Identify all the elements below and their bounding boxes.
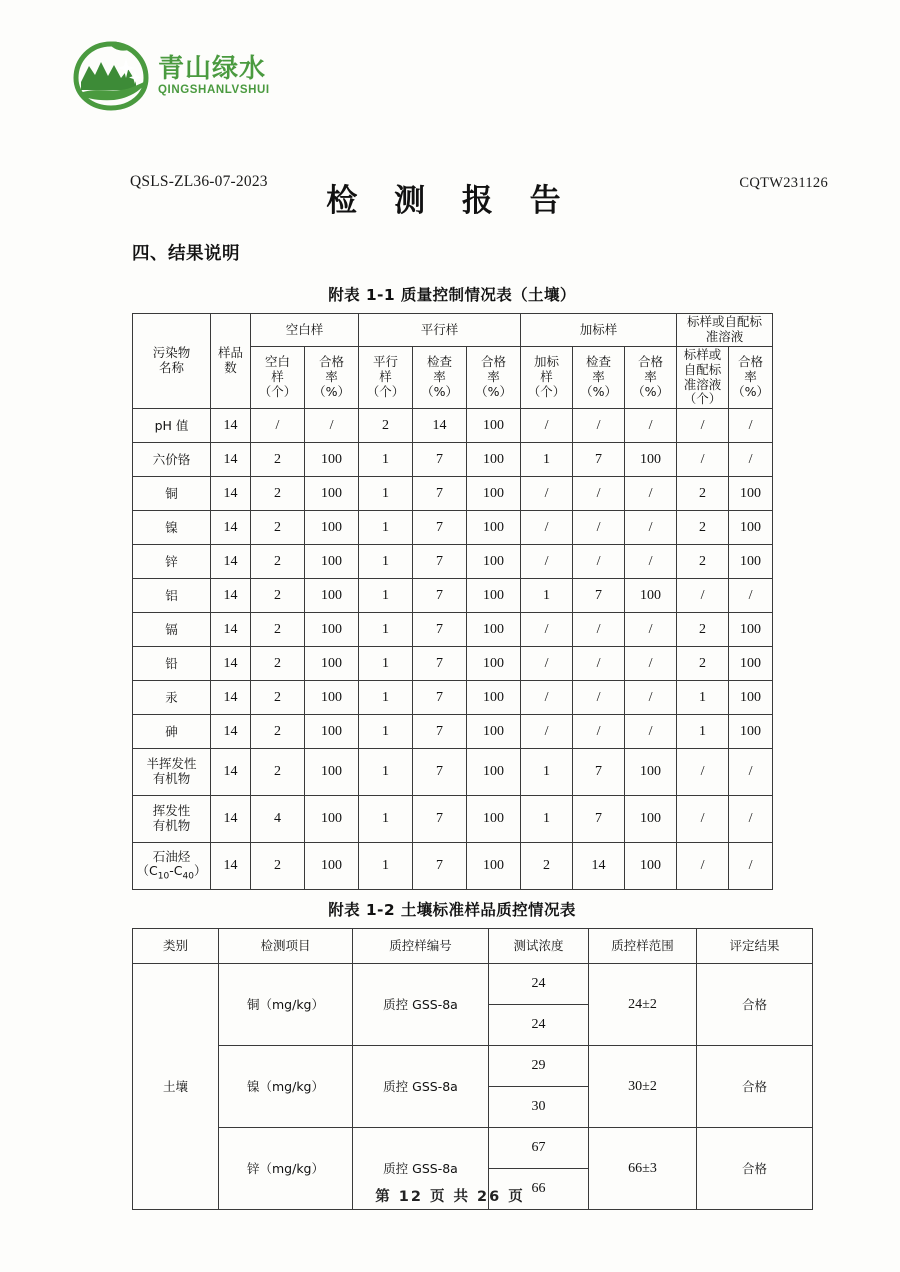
table-row	[133, 545, 773, 579]
cell-parallel-check: 7	[413, 749, 467, 796]
cell-evaluation-result: 合格	[697, 964, 813, 1046]
cell-parallel-check: 7	[413, 843, 467, 890]
cell-measured-value: 66	[489, 1169, 589, 1210]
cell-parallel-count: 1	[359, 796, 413, 843]
cell-blank-rate: 100	[305, 477, 359, 511]
cell-standard-rate: /	[729, 796, 773, 843]
cell-standard-rate: 100	[729, 477, 773, 511]
cell-parallel-count: 1	[359, 715, 413, 749]
cell-parallel-count: 1	[359, 647, 413, 681]
cell-spike-rate: 100	[625, 749, 677, 796]
cell-test-item: 铜（mg/kg）	[219, 964, 353, 1046]
quality-control-table	[132, 313, 773, 890]
cell-sample-count: 14	[211, 477, 251, 511]
cell-sample-count: 14	[211, 579, 251, 613]
cell-spike-rate: /	[625, 715, 677, 749]
header-group-spike: 加标样	[521, 314, 677, 347]
cell-pollutant-name: 汞	[133, 681, 211, 715]
cell-spike-rate: 100	[625, 843, 677, 890]
cell-parallel-rate: 100	[467, 409, 521, 443]
cell-sample-count: 14	[211, 749, 251, 796]
cell-parallel-count: 2	[359, 409, 413, 443]
cell-parallel-check: 7	[413, 613, 467, 647]
cell-parallel-rate: 100	[467, 579, 521, 613]
table-1-2-caption: 附表 1-2 土壤标准样品质控情况表	[328, 901, 576, 919]
mountain-water-logo-icon	[68, 38, 154, 114]
header-standard-count: 标样或 自配标 准溶液 （个）	[677, 347, 729, 409]
cell-parallel-count: 1	[359, 681, 413, 715]
cell-spike-check: /	[573, 715, 625, 749]
table-row	[133, 613, 773, 647]
cell-blank-rate: 100	[305, 796, 359, 843]
logo-wordmark	[158, 53, 270, 97]
cell-sample-count: 14	[211, 715, 251, 749]
cell-standard-rate: /	[729, 579, 773, 613]
cell-standard-count: /	[677, 749, 729, 796]
cell-spike-count: /	[521, 477, 573, 511]
cell-blank-rate: 100	[305, 579, 359, 613]
cell-spike-rate: /	[625, 511, 677, 545]
cell-qc-number: 质控 GSS-8a	[353, 1046, 489, 1128]
header-category: 类别	[133, 929, 219, 964]
cell-spike-rate: 100	[625, 796, 677, 843]
cell-parallel-check: 7	[413, 443, 467, 477]
cell-standard-count: /	[677, 796, 729, 843]
table-row	[133, 511, 773, 545]
table-1-1-caption: 附表 1-1 质量控制情况表（土壤）	[328, 286, 576, 304]
cell-spike-check: /	[573, 613, 625, 647]
cell-blank-rate: 100	[305, 443, 359, 477]
cell-standard-count: 2	[677, 545, 729, 579]
cell-blank-count: /	[251, 409, 305, 443]
cell-spike-count: /	[521, 715, 573, 749]
cell-qc-range: 66±3	[589, 1128, 697, 1210]
cell-blank-rate: 100	[305, 545, 359, 579]
cell-sample-count: 14	[211, 511, 251, 545]
cell-parallel-check: 7	[413, 511, 467, 545]
header-parallel-rate: 合格 率 （%）	[467, 347, 521, 409]
cell-standard-rate: /	[729, 749, 773, 796]
cell-parallel-rate: 100	[467, 843, 521, 890]
cell-standard-rate: 100	[729, 613, 773, 647]
cell-blank-rate: 100	[305, 681, 359, 715]
cell-parallel-count: 1	[359, 579, 413, 613]
cell-blank-count: 2	[251, 477, 305, 511]
cell-measured-value: 24	[489, 1005, 589, 1046]
cell-test-item: 镍（mg/kg）	[219, 1046, 353, 1128]
header-parallel-count: 平行 样 （个）	[359, 347, 413, 409]
table-row	[133, 579, 773, 613]
cell-spike-rate: 100	[625, 443, 677, 477]
cell-parallel-count: 1	[359, 511, 413, 545]
table-row	[133, 1128, 813, 1169]
cell-blank-count: 2	[251, 511, 305, 545]
cell-pollutant-name: 半挥发性 有机物	[133, 749, 211, 796]
section-heading: 四、结果说明	[132, 244, 240, 264]
table-row	[133, 681, 773, 715]
cell-measured-value: 29	[489, 1046, 589, 1087]
header-sample-count: 样品 数	[211, 314, 251, 409]
cell-parallel-rate: 100	[467, 511, 521, 545]
cell-standard-rate: 100	[729, 681, 773, 715]
cell-spike-check: /	[573, 647, 625, 681]
header-measured-conc: 测试浓度	[489, 929, 589, 964]
cell-standard-rate: 100	[729, 647, 773, 681]
cell-standard-count: /	[677, 579, 729, 613]
header-pollutant: 污染物 名称	[133, 314, 211, 409]
cell-standard-count: 2	[677, 647, 729, 681]
cell-pollutant-name: 镉	[133, 613, 211, 647]
cell-parallel-rate: 100	[467, 715, 521, 749]
cell-parallel-count: 1	[359, 843, 413, 890]
header-parallel-check: 检查 率 （%）	[413, 347, 467, 409]
cell-pollutant-name: 铝	[133, 579, 211, 613]
table-1-1-container	[132, 283, 772, 890]
cell-spike-check: /	[573, 545, 625, 579]
cell-spike-check: 7	[573, 579, 625, 613]
cell-parallel-check: 7	[413, 647, 467, 681]
header-evaluation: 评定结果	[697, 929, 813, 964]
table-header-row-1	[133, 314, 773, 347]
cell-qc-range: 24±2	[589, 964, 697, 1046]
table-row	[133, 1046, 813, 1087]
header-group-blank: 空白样	[251, 314, 359, 347]
cell-parallel-rate: 100	[467, 477, 521, 511]
cell-spike-check: /	[573, 477, 625, 511]
cell-spike-count: /	[521, 545, 573, 579]
cell-spike-check: /	[573, 511, 625, 545]
cell-spike-count: /	[521, 647, 573, 681]
cell-standard-rate: /	[729, 843, 773, 890]
cell-parallel-check: 7	[413, 477, 467, 511]
cell-parallel-check: 7	[413, 715, 467, 749]
cell-evaluation-result: 合格	[697, 1128, 813, 1210]
cell-sample-count: 14	[211, 681, 251, 715]
cell-spike-count: /	[521, 511, 573, 545]
cell-standard-rate: /	[729, 409, 773, 443]
cell-pollutant-name: 挥发性 有机物	[133, 796, 211, 843]
cell-standard-count: 2	[677, 613, 729, 647]
cell-parallel-rate: 100	[467, 647, 521, 681]
cell-sample-count: 14	[211, 613, 251, 647]
cell-spike-count: /	[521, 613, 573, 647]
cell-spike-rate: /	[625, 545, 677, 579]
cell-sample-count: 14	[211, 796, 251, 843]
cell-parallel-check: 7	[413, 579, 467, 613]
page-title: 检 测 报 告	[326, 183, 574, 219]
table-row	[133, 715, 773, 749]
cell-spike-count: 2	[521, 843, 573, 890]
cell-test-item: 锌（mg/kg）	[219, 1128, 353, 1210]
cell-standard-count: 2	[677, 511, 729, 545]
cell-spike-check: 7	[573, 796, 625, 843]
cell-qc-number: 质控 GSS-8a	[353, 1128, 489, 1210]
cell-pollutant-name: 铅	[133, 647, 211, 681]
cell-parallel-rate: 100	[467, 545, 521, 579]
cell-parallel-rate: 100	[467, 796, 521, 843]
cell-blank-rate: /	[305, 409, 359, 443]
cell-sample-count: 14	[211, 843, 251, 890]
report-number: CQTW231126	[739, 175, 828, 191]
cell-category: 土壤	[133, 964, 219, 1210]
cell-evaluation-result: 合格	[697, 1046, 813, 1128]
cell-blank-rate: 100	[305, 647, 359, 681]
cell-standard-rate: 100	[729, 545, 773, 579]
cell-standard-count: 1	[677, 681, 729, 715]
cell-blank-count: 2	[251, 613, 305, 647]
table-row	[133, 647, 773, 681]
cell-blank-count: 2	[251, 647, 305, 681]
header-qc-range: 质控样范围	[589, 929, 697, 964]
header-blank-rate: 合格 率 （%）	[305, 347, 359, 409]
cell-spike-count: 1	[521, 749, 573, 796]
header-group-parallel: 平行样	[359, 314, 521, 347]
header-spike-check: 检查 率 （%）	[573, 347, 625, 409]
cell-blank-count: 2	[251, 749, 305, 796]
cell-blank-rate: 100	[305, 715, 359, 749]
page-header	[0, 38, 900, 191]
cell-parallel-rate: 100	[467, 443, 521, 477]
cell-sample-count: 14	[211, 443, 251, 477]
header-standard-rate: 合格 率 （%）	[729, 347, 773, 409]
cell-sample-count: 14	[211, 545, 251, 579]
header-spike-count: 加标 样 （个）	[521, 347, 573, 409]
soil-standard-qc-table	[132, 928, 813, 1210]
cell-parallel-count: 1	[359, 443, 413, 477]
cell-blank-count: 2	[251, 681, 305, 715]
cell-spike-count: 1	[521, 796, 573, 843]
cell-parallel-rate: 100	[467, 749, 521, 796]
cell-blank-count: 2	[251, 545, 305, 579]
cell-pollutant-name: 砷	[133, 715, 211, 749]
cell-blank-count: 2	[251, 843, 305, 890]
cell-blank-count: 2	[251, 715, 305, 749]
cell-spike-count: /	[521, 681, 573, 715]
logo-pinyin-name: QINGSHANLVSHUI	[158, 83, 270, 96]
cell-standard-count: /	[677, 443, 729, 477]
cell-parallel-count: 1	[359, 613, 413, 647]
cell-blank-rate: 100	[305, 511, 359, 545]
cell-blank-rate: 100	[305, 613, 359, 647]
header-qc-number: 质控样编号	[353, 929, 489, 964]
cell-standard-count: 2	[677, 477, 729, 511]
cell-pollutant-name: pH 值	[133, 409, 211, 443]
cell-spike-rate: /	[625, 681, 677, 715]
cell-parallel-rate: 100	[467, 681, 521, 715]
cell-pollutant-name: 六价铬	[133, 443, 211, 477]
table-row	[133, 409, 773, 443]
cell-parallel-check: 14	[413, 409, 467, 443]
cell-spike-count: /	[521, 409, 573, 443]
cell-pollutant-name: 石油烃 $(C_{10}-C_{40})$	[133, 843, 211, 890]
cell-pollutant-name: 镍	[133, 511, 211, 545]
cell-spike-count: 1	[521, 579, 573, 613]
header-spike-rate: 合格 率 （%）	[625, 347, 677, 409]
soil-standard-qc-table-body	[133, 964, 813, 1210]
cell-spike-count: 1	[521, 443, 573, 477]
logo-chinese-name: 青山绿水	[158, 53, 267, 84]
header-group-standard: 标样或自配标 准溶液	[677, 314, 773, 347]
table-row	[133, 443, 773, 477]
table-row	[133, 843, 773, 890]
cell-parallel-check: 7	[413, 681, 467, 715]
header-blank-count: 空白 样 （个）	[251, 347, 305, 409]
table-row	[133, 477, 773, 511]
cell-parallel-check: 7	[413, 796, 467, 843]
document-code: QSLS-ZL36-07-2023	[130, 173, 268, 190]
cell-pollutant-name: 铜	[133, 477, 211, 511]
cell-sample-count: 14	[211, 409, 251, 443]
cell-spike-check: 7	[573, 443, 625, 477]
cell-blank-rate: 100	[305, 749, 359, 796]
cell-parallel-rate: 100	[467, 613, 521, 647]
cell-sample-count: 14	[211, 647, 251, 681]
cell-measured-value: 30	[489, 1087, 589, 1128]
page-footer: 第 12 页 共 26 页	[375, 1189, 525, 1205]
cell-spike-rate: /	[625, 409, 677, 443]
quality-control-table-body	[133, 409, 773, 890]
table-row	[133, 796, 773, 843]
cell-parallel-count: 1	[359, 749, 413, 796]
table-1-2-container	[132, 898, 780, 1210]
cell-spike-rate: 100	[625, 579, 677, 613]
cell-blank-count: 2	[251, 443, 305, 477]
header-test-item: 检测项目	[219, 929, 353, 964]
cell-spike-rate: /	[625, 613, 677, 647]
cell-pollutant-name: 锌	[133, 545, 211, 579]
cell-spike-check: /	[573, 681, 625, 715]
cell-standard-rate: 100	[729, 511, 773, 545]
cell-measured-value: 24	[489, 964, 589, 1005]
cell-standard-rate: /	[729, 443, 773, 477]
cell-standard-count: /	[677, 843, 729, 890]
cell-parallel-count: 1	[359, 477, 413, 511]
cell-standard-count: /	[677, 409, 729, 443]
table-row	[133, 964, 813, 1005]
table-row	[133, 749, 773, 796]
cell-qc-number: 质控 GSS-8a	[353, 964, 489, 1046]
cell-blank-count: 4	[251, 796, 305, 843]
cell-spike-check: 14	[573, 843, 625, 890]
cell-spike-check: 7	[573, 749, 625, 796]
cell-blank-rate: 100	[305, 843, 359, 890]
cell-blank-count: 2	[251, 579, 305, 613]
company-logo	[68, 38, 270, 114]
cell-measured-value: 67	[489, 1128, 589, 1169]
table2-header-row	[133, 929, 813, 964]
cell-standard-count: 1	[677, 715, 729, 749]
cell-standard-rate: 100	[729, 715, 773, 749]
cell-spike-rate: /	[625, 647, 677, 681]
cell-parallel-check: 7	[413, 545, 467, 579]
cell-parallel-count: 1	[359, 545, 413, 579]
cell-qc-range: 30±2	[589, 1046, 697, 1128]
cell-spike-check: /	[573, 409, 625, 443]
cell-spike-rate: /	[625, 477, 677, 511]
